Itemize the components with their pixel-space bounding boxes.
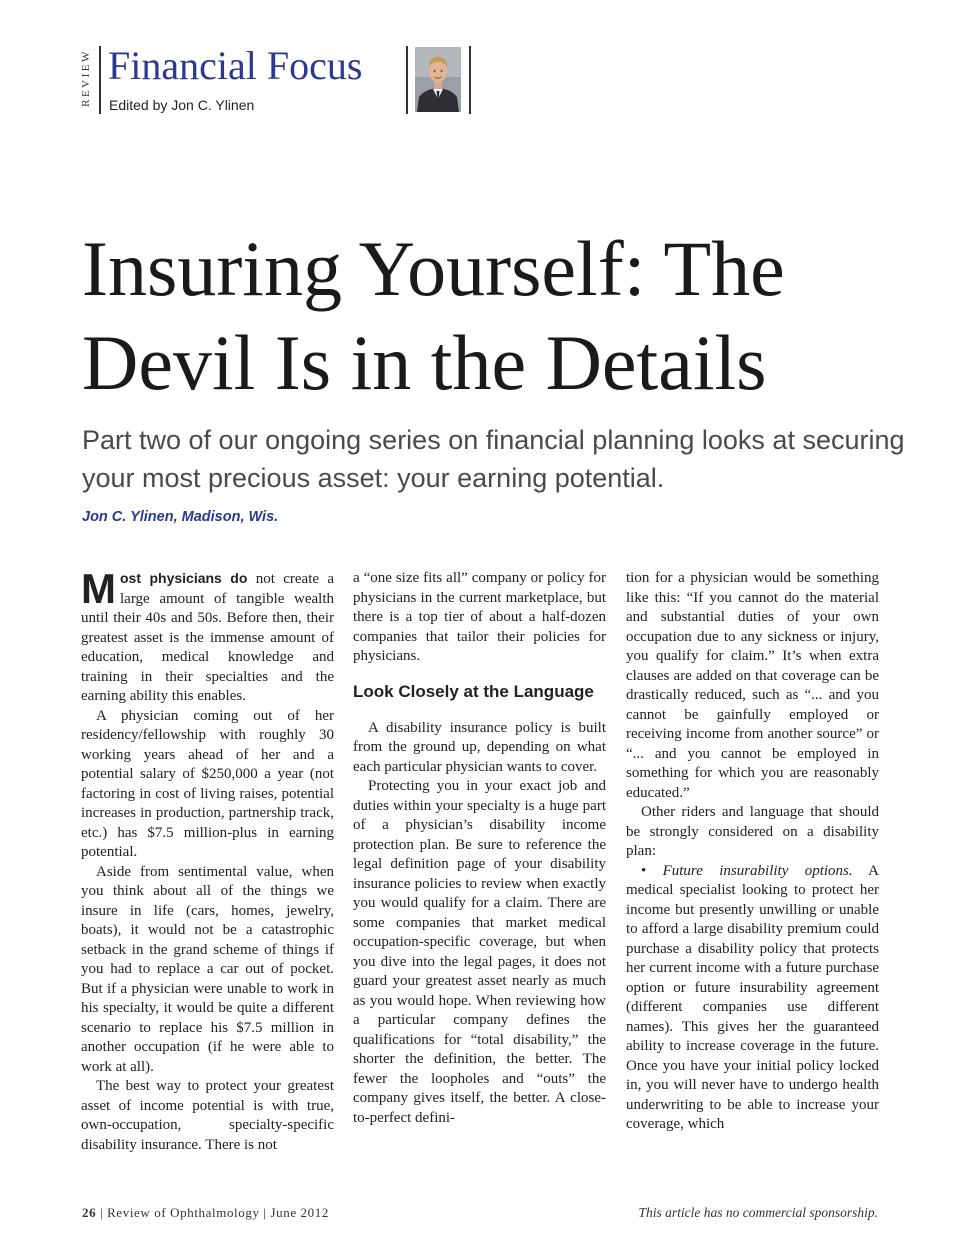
page-number: 26 — [82, 1205, 97, 1220]
col1-p1-text: not create a large amount of tangible wealth until their 40s and 50s. Before then, their greatest asset is the immense amount of education, medical knowledge and training in their specialties and the earning ability this enables. — [81, 571, 334, 704]
col3-paragraph-1: tion for a physician would be something like this: “If you cannot do the material and substantial duties of your own occupation due to any sickness or injury, you qualify for claim.” It’s when extra clauses are added on that coverage can be drastically reduced, such as “... and you cannot be gainfully employed or receiving income from another source” or “... and you cannot be employed in something for which you are reasonably educated.” — [626, 570, 879, 801]
sponsorship-disclaimer: This article has no commercial sponsorship. — [638, 1205, 878, 1220]
header-divider-photo-right — [469, 46, 471, 114]
bullet: • — [641, 862, 663, 879]
col2-paragraph-1: a “one size fits all” company or policy for physicians in the current marketplace, but there is a top tier of about a half-dozen companies that tailor their policies for physicians. — [353, 570, 606, 664]
article-headline — [82, 222, 942, 410]
drop-cap: M — [81, 565, 116, 612]
col2-paragraph-3: Protecting you in your exact job and duties within your specialty is a huge part of a physician’s disability income protection plan. Be sure to reference the legal definition page of your disability insurance policies to review when exactly you would qualify for a claim. There are some companies that market medical occupation-specific coverage, but when you dive into the legal pages, it does not guard your greatest asset nearly as much as you would hope. When reviewing how a particular company defines the qualifications for “total disability,” the shorter the definition, the better. The fewer the loopholes and “outs” the company gives itself, the better. A close-to-perfect defini- — [353, 778, 606, 1126]
col3-paragraph-3 — [626, 862, 879, 1135]
headline-line-1: Insuring Yourself: The — [82, 225, 785, 312]
header-divider-left — [99, 46, 101, 114]
publication-name: Review of Ophthalmology — [107, 1205, 260, 1220]
col2-paragraph-2: A disability insurance policy is built from the ground up, depending on what each particular physician wants to cover. — [353, 719, 606, 775]
lead-in: ost physicians do — [120, 570, 248, 586]
col1-paragraph-2: A physician coming out of her residency/fellowship with roughly 30 working years ahead of her and a potential salary of $250,000 a year (not factoring in cost of living raises, potential increases in production, partnership track, etc.) has $7.5 million-plus in earning potential. — [81, 707, 334, 860]
article-byline: Jon C. Ylinen, Madison, Wis. — [82, 509, 279, 525]
header-divider-photo-left — [406, 46, 408, 114]
author-photo — [415, 47, 461, 112]
col3-p3-text: A medical specialist looking to protect her income but presently unwilling or unable to afford a large disability premium could purchase a disability policy that protects her current income with a future purchase option or future insurability agreement (different companies use different names). This gives her the guaranteed ability to increase coverage in the future. Once you have your initial policy locked in, you will never have to undergo health underwriting to be able to increase your coverage, which — [626, 862, 879, 1132]
footer-separator-1: | — [96, 1205, 108, 1220]
author-photo-icon — [415, 47, 461, 112]
section-title: Financial Focus — [108, 43, 363, 88]
body-column-2 — [353, 569, 606, 1128]
article-dek: Part two of our ongoing series on financial planning looks at securing your most precious asset: your earning potential. — [82, 425, 905, 493]
subhead-language: Look Closely at the Language — [353, 681, 594, 701]
col1-paragraph-1 — [81, 565, 334, 707]
col1-paragraph-4: The best way to protect your greatest asset of income potential is with true, own-occupation, specialty-specific disability insurance. There is not — [81, 1078, 334, 1153]
issue-date: June 2012 — [270, 1205, 329, 1220]
body-column-1 — [81, 565, 334, 1155]
rider-name-italic: Future insurability options. — [662, 862, 853, 879]
headline-line-2: Devil Is in the Details — [82, 319, 767, 406]
footer-separator-2: | — [259, 1205, 271, 1220]
edited-by: Edited by Jon C. Ylinen — [109, 97, 255, 113]
body-column-3 — [626, 569, 879, 1135]
page-footer-left — [82, 1205, 329, 1221]
review-vertical-label — [79, 44, 93, 112]
review-label-text: REVIEW — [80, 49, 93, 107]
col3-paragraph-2: Other riders and language that should be strongly considered on a disability plan: — [626, 804, 879, 859]
col1-paragraph-3: Aside from sentimental value, when you think about all of the things we insure in life (cars, homes, jewelry, boats), it would not be a catastrophic setback in the grand scheme of things if you had to replace a car out of pocket. But if a physician were unable to work in his specialty, it would be quite a different scenario to replace his $7.5 million in another occupation (if he were able to work at all). — [81, 863, 334, 1075]
